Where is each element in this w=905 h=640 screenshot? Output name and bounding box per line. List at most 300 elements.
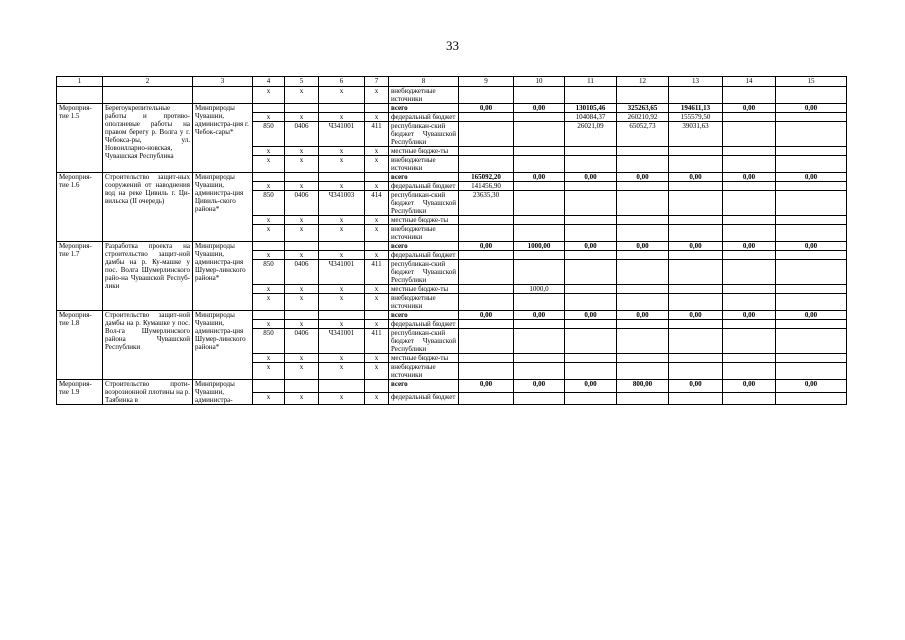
funding-value: 0,00 <box>514 104 565 113</box>
budget-code: x <box>365 285 389 294</box>
funding-value <box>617 392 669 405</box>
budget-code: x <box>285 354 319 363</box>
funding-source: федеральный бюджет <box>389 251 459 260</box>
funding-value <box>617 191 669 216</box>
funding-value <box>514 225 565 242</box>
funding-value <box>459 392 514 405</box>
budget-code <box>285 380 319 393</box>
funding-value <box>776 363 847 380</box>
cont-code: x <box>253 87 285 104</box>
budget-code: x <box>319 320 365 329</box>
funding-value <box>776 122 847 147</box>
funding-value <box>459 329 514 354</box>
funding-value <box>669 294 723 311</box>
measure-name: Строительство защит-ной дамбы на р. Кумашке у пос. Вол-га Шумерлинского района Чувашской Республики <box>103 311 193 380</box>
funding-source: республикан-ский бюджет Чувашской Республики <box>389 329 459 354</box>
funding-source: всего <box>389 242 459 251</box>
funding-source: внебюджетные источники <box>389 294 459 311</box>
page-number: 33 <box>446 38 459 53</box>
funding-value <box>565 156 617 173</box>
budget-code: Ч341001 <box>319 260 365 285</box>
funding-value <box>776 329 847 354</box>
budget-code: x <box>319 156 365 173</box>
budget-code: x <box>365 251 389 260</box>
funding-source: местные бюдже-ты <box>389 354 459 363</box>
funding-value: 65052,73 <box>617 122 669 147</box>
budget-code: 850 <box>253 260 285 285</box>
funding-value <box>617 329 669 354</box>
continuation-row <box>57 87 847 104</box>
budget-code: x <box>319 251 365 260</box>
funding-value <box>459 251 514 260</box>
funding-value <box>565 191 617 216</box>
budget-code <box>319 380 365 393</box>
budget-code <box>365 242 389 251</box>
budget-table <box>56 76 847 405</box>
budget-code: x <box>319 363 365 380</box>
funding-source: республикан-ский бюджет Чувашской Республики <box>389 122 459 147</box>
budget-code: x <box>253 363 285 380</box>
budget-code <box>365 311 389 320</box>
budget-code: x <box>253 320 285 329</box>
funding-value: 0,00 <box>617 173 669 182</box>
budget-code: x <box>319 113 365 122</box>
funding-value <box>723 113 776 122</box>
budget-code: x <box>253 251 285 260</box>
budget-code: x <box>365 225 389 242</box>
funding-value: 0,00 <box>514 380 565 393</box>
budget-code: x <box>365 113 389 122</box>
funding-value: 26021,09 <box>565 122 617 147</box>
funding-value <box>459 363 514 380</box>
column-number: 13 <box>669 77 723 87</box>
table-row <box>57 242 847 251</box>
funding-value <box>565 260 617 285</box>
funding-source: республикан-ский бюджет Чувашской Республики <box>389 260 459 285</box>
funding-value <box>565 354 617 363</box>
budget-code <box>285 242 319 251</box>
column-number: 11 <box>565 77 617 87</box>
funding-value: 155579,50 <box>669 113 723 122</box>
funding-value <box>617 225 669 242</box>
budget-code: x <box>365 147 389 156</box>
budget-code: x <box>253 182 285 191</box>
funding-value <box>617 363 669 380</box>
funding-value: 0,00 <box>669 173 723 182</box>
funding-value <box>669 156 723 173</box>
funding-value <box>723 182 776 191</box>
funding-value <box>514 191 565 216</box>
budget-code <box>285 173 319 182</box>
budget-code: 0406 <box>285 191 319 216</box>
funding-value <box>776 191 847 216</box>
funding-value: 141456,90 <box>459 182 514 191</box>
budget-code: x <box>253 113 285 122</box>
measure-executor: Минприроды Чувашии, администра-ция Шумер-линского района* <box>193 242 253 311</box>
funding-source: всего <box>389 311 459 320</box>
measure-id: Мероприя-тие 1.9 <box>57 380 103 405</box>
budget-code <box>319 242 365 251</box>
funding-value <box>669 147 723 156</box>
funding-value: 0,00 <box>776 380 847 393</box>
funding-source: всего <box>389 173 459 182</box>
funding-value: 0,00 <box>723 104 776 113</box>
funding-value <box>514 329 565 354</box>
funding-value <box>459 320 514 329</box>
funding-value: 0,00 <box>776 311 847 320</box>
funding-value <box>459 225 514 242</box>
column-number: 4 <box>253 77 285 87</box>
funding-value <box>669 182 723 191</box>
measure-name: Разработка проекта на строительство защит-ной дамбы на р. Ку-машке у пос. Волга Шумерлинского райо-на Чувашской Респуб-лики <box>103 242 193 311</box>
funding-value: 130105,46 <box>565 104 617 113</box>
budget-code: x <box>319 285 365 294</box>
funding-value <box>514 156 565 173</box>
funding-value <box>669 285 723 294</box>
budget-code: 0406 <box>285 260 319 285</box>
measure-id: Мероприя-тие 1.7 <box>57 242 103 311</box>
funding-value <box>776 225 847 242</box>
funding-value <box>514 294 565 311</box>
funding-source: местные бюдже-ты <box>389 285 459 294</box>
funding-source: федеральный бюджет <box>389 182 459 191</box>
funding-value <box>565 320 617 329</box>
budget-code: 411 <box>365 122 389 147</box>
funding-value: 1000,00 <box>514 242 565 251</box>
funding-value <box>617 251 669 260</box>
budget-code: x <box>319 147 365 156</box>
funding-value <box>617 320 669 329</box>
funding-value <box>776 251 847 260</box>
funding-value <box>669 251 723 260</box>
funding-value <box>565 216 617 225</box>
funding-value <box>776 182 847 191</box>
funding-value <box>617 294 669 311</box>
funding-value: 0,00 <box>617 242 669 251</box>
budget-code: 0406 <box>285 329 319 354</box>
funding-value <box>776 147 847 156</box>
budget-code <box>253 173 285 182</box>
budget-code: x <box>365 363 389 380</box>
budget-code: x <box>365 182 389 191</box>
funding-value: 0,00 <box>776 242 847 251</box>
funding-value <box>617 216 669 225</box>
funding-value <box>565 182 617 191</box>
funding-value <box>459 113 514 122</box>
funding-value <box>723 285 776 294</box>
funding-value <box>565 251 617 260</box>
funding-value: 0,00 <box>565 242 617 251</box>
funding-value <box>514 251 565 260</box>
funding-value <box>723 320 776 329</box>
budget-code <box>319 104 365 113</box>
funding-source: внебюджетные источники <box>389 156 459 173</box>
funding-value <box>669 260 723 285</box>
funding-value <box>514 147 565 156</box>
budget-code: x <box>365 216 389 225</box>
funding-value <box>669 392 723 405</box>
budget-code: x <box>285 285 319 294</box>
funding-source: внебюджетные источники <box>389 363 459 380</box>
funding-value <box>776 320 847 329</box>
budget-code: x <box>365 156 389 173</box>
column-number: 5 <box>285 77 319 87</box>
column-number: 9 <box>459 77 514 87</box>
funding-value <box>723 251 776 260</box>
funding-value: 104084,37 <box>565 113 617 122</box>
cont-code: x <box>365 87 389 104</box>
funding-value: 165092,20 <box>459 173 514 182</box>
budget-code: x <box>253 156 285 173</box>
budget-code <box>365 380 389 393</box>
funding-value <box>723 156 776 173</box>
funding-value <box>776 216 847 225</box>
budget-code <box>285 311 319 320</box>
funding-value <box>669 329 723 354</box>
funding-source: всего <box>389 380 459 393</box>
budget-code: x <box>253 285 285 294</box>
funding-value <box>723 354 776 363</box>
funding-value <box>459 285 514 294</box>
budget-code: x <box>285 113 319 122</box>
budget-code: 411 <box>365 260 389 285</box>
funding-value: 0,00 <box>459 104 514 113</box>
funding-value <box>514 354 565 363</box>
funding-value: 23635,30 <box>459 191 514 216</box>
funding-value: 0,00 <box>565 380 617 393</box>
funding-value <box>514 122 565 147</box>
funding-value: 0,00 <box>459 242 514 251</box>
measure-name: Берегоукрепительные работы и противо-оползневые работы на правом берегу р. Волга у г. Чебокса-ры, ул. Новоилларио-новская, Чувашская Республика <box>103 104 193 173</box>
funding-value <box>565 285 617 294</box>
funding-value <box>669 225 723 242</box>
funding-value <box>776 113 847 122</box>
funding-value <box>459 216 514 225</box>
funding-value: 0,00 <box>776 104 847 113</box>
budget-code: x <box>365 354 389 363</box>
funding-value <box>565 225 617 242</box>
funding-value <box>669 354 723 363</box>
funding-value <box>617 156 669 173</box>
funding-source: республикан-ский бюджет Чувашской Республики <box>389 191 459 216</box>
funding-value: 0,00 <box>669 242 723 251</box>
funding-value: 0,00 <box>514 173 565 182</box>
budget-code: x <box>285 363 319 380</box>
budget-code: x <box>253 294 285 311</box>
measure-name: Строительство проти-воэрозионной плотины на р. Таябинка в <box>103 380 193 405</box>
funding-value <box>669 216 723 225</box>
funding-value: 194611,13 <box>669 104 723 113</box>
column-number: 12 <box>617 77 669 87</box>
budget-code: x <box>253 225 285 242</box>
measure-id: Мероприя-тие 1.8 <box>57 311 103 380</box>
budget-code <box>365 104 389 113</box>
funding-source: местные бюдже-ты <box>389 147 459 156</box>
measure-id: Мероприя-тие 1.5 <box>57 104 103 173</box>
funding-source: федеральный бюджет <box>389 113 459 122</box>
funding-source: внебюджетные источники <box>389 225 459 242</box>
budget-code <box>253 380 285 393</box>
budget-code: x <box>365 320 389 329</box>
funding-value <box>459 156 514 173</box>
budget-code: x <box>285 147 319 156</box>
budget-code: x <box>253 354 285 363</box>
funding-source: федеральный бюджет <box>389 392 459 405</box>
measure-executor: Минприроды Чувашии, администра-ция г. Чебок-сары* <box>193 104 253 173</box>
budget-code <box>253 242 285 251</box>
funding-value <box>723 260 776 285</box>
measure-executor: Минприроды Чувашии, администра-ция Цивиль-ского района* <box>193 173 253 242</box>
budget-code: x <box>319 392 365 405</box>
funding-value <box>776 392 847 405</box>
budget-code: x <box>253 147 285 156</box>
funding-value <box>565 329 617 354</box>
column-number: 1 <box>57 77 103 87</box>
funding-value: 0,00 <box>723 380 776 393</box>
budget-code: x <box>319 225 365 242</box>
funding-value <box>776 260 847 285</box>
budget-code: 850 <box>253 122 285 147</box>
funding-value <box>514 182 565 191</box>
budget-code <box>285 104 319 113</box>
measure-executor: Минприроды Чувашии, администра- <box>193 380 253 405</box>
cont-code: x <box>319 87 365 104</box>
budget-code: x <box>319 216 365 225</box>
funding-value <box>776 354 847 363</box>
column-number: 3 <box>193 77 253 87</box>
budget-code: x <box>285 156 319 173</box>
budget-code: x <box>365 294 389 311</box>
funding-value <box>723 191 776 216</box>
measure-name: Строительство защит-ных сооружений от наводнения вод на реке Цивиль г. Ци-вильска (II очередь) <box>103 173 193 242</box>
funding-value: 0,00 <box>565 311 617 320</box>
funding-value <box>723 329 776 354</box>
budget-code: Ч341001 <box>319 329 365 354</box>
budget-code: x <box>285 251 319 260</box>
budget-code <box>253 104 285 113</box>
funding-value: 325263,65 <box>617 104 669 113</box>
budget-code: 850 <box>253 191 285 216</box>
column-number: 14 <box>723 77 776 87</box>
budget-code: Ч341003 <box>319 191 365 216</box>
funding-value: 0,00 <box>669 311 723 320</box>
budget-code: 0406 <box>285 122 319 147</box>
funding-value <box>565 392 617 405</box>
table-row <box>57 311 847 320</box>
funding-value <box>617 285 669 294</box>
cont-id <box>57 87 103 104</box>
funding-value <box>723 147 776 156</box>
funding-value <box>723 363 776 380</box>
funding-value <box>514 216 565 225</box>
budget-code: x <box>253 392 285 405</box>
funding-value <box>459 122 514 147</box>
funding-value <box>565 147 617 156</box>
funding-value: 0,00 <box>776 173 847 182</box>
table-row <box>57 104 847 113</box>
funding-value <box>459 260 514 285</box>
funding-value: 0,00 <box>723 173 776 182</box>
funding-value <box>459 294 514 311</box>
table-row <box>57 380 847 393</box>
funding-value <box>669 191 723 216</box>
cont-source: внебюджетные источники <box>389 87 459 104</box>
budget-code <box>253 311 285 320</box>
budget-code: 414 <box>365 191 389 216</box>
budget-code: x <box>319 182 365 191</box>
budget-code <box>319 311 365 320</box>
budget-code: x <box>253 216 285 225</box>
column-number: 15 <box>776 77 847 87</box>
funding-value: 0,00 <box>565 173 617 182</box>
budget-code <box>365 173 389 182</box>
funding-value <box>723 225 776 242</box>
funding-value: 0,00 <box>723 242 776 251</box>
funding-value <box>776 294 847 311</box>
table-row <box>57 173 847 182</box>
funding-value <box>723 122 776 147</box>
funding-value: 1000,0 <box>514 285 565 294</box>
funding-value <box>514 392 565 405</box>
column-number: 8 <box>389 77 459 87</box>
funding-value <box>459 147 514 156</box>
funding-value: 0,00 <box>514 311 565 320</box>
funding-value <box>617 147 669 156</box>
funding-value <box>514 260 565 285</box>
funding-value <box>723 294 776 311</box>
table-body <box>57 77 847 405</box>
column-number-row <box>57 77 847 87</box>
budget-code: 411 <box>365 329 389 354</box>
funding-value: 39031,63 <box>669 122 723 147</box>
budget-code <box>319 173 365 182</box>
funding-value: 0,00 <box>669 380 723 393</box>
funding-value <box>514 113 565 122</box>
funding-value: 0,00 <box>617 311 669 320</box>
budget-code: x <box>319 294 365 311</box>
funding-source: местные бюдже-ты <box>389 216 459 225</box>
budget-code: x <box>285 216 319 225</box>
funding-value: 0,00 <box>459 311 514 320</box>
funding-source: всего <box>389 104 459 113</box>
funding-value: 800,00 <box>617 380 669 393</box>
budget-code: x <box>285 392 319 405</box>
budget-code: x <box>319 354 365 363</box>
budget-code: x <box>285 225 319 242</box>
budget-code: x <box>285 320 319 329</box>
column-number: 2 <box>103 77 193 87</box>
cont-code: x <box>285 87 319 104</box>
funding-value <box>514 363 565 380</box>
budget-code: x <box>285 294 319 311</box>
funding-value <box>565 294 617 311</box>
column-number: 10 <box>514 77 565 87</box>
funding-value <box>565 363 617 380</box>
measure-id: Мероприя-тие 1.6 <box>57 173 103 242</box>
funding-value <box>459 354 514 363</box>
cont-executor <box>193 87 253 104</box>
funding-value <box>776 285 847 294</box>
funding-value <box>776 156 847 173</box>
budget-code: x <box>285 182 319 191</box>
column-number: 7 <box>365 77 389 87</box>
funding-value <box>723 392 776 405</box>
column-number: 6 <box>319 77 365 87</box>
funding-value <box>723 216 776 225</box>
funding-value <box>514 320 565 329</box>
cont-name <box>103 87 193 104</box>
funding-value: 0,00 <box>723 311 776 320</box>
